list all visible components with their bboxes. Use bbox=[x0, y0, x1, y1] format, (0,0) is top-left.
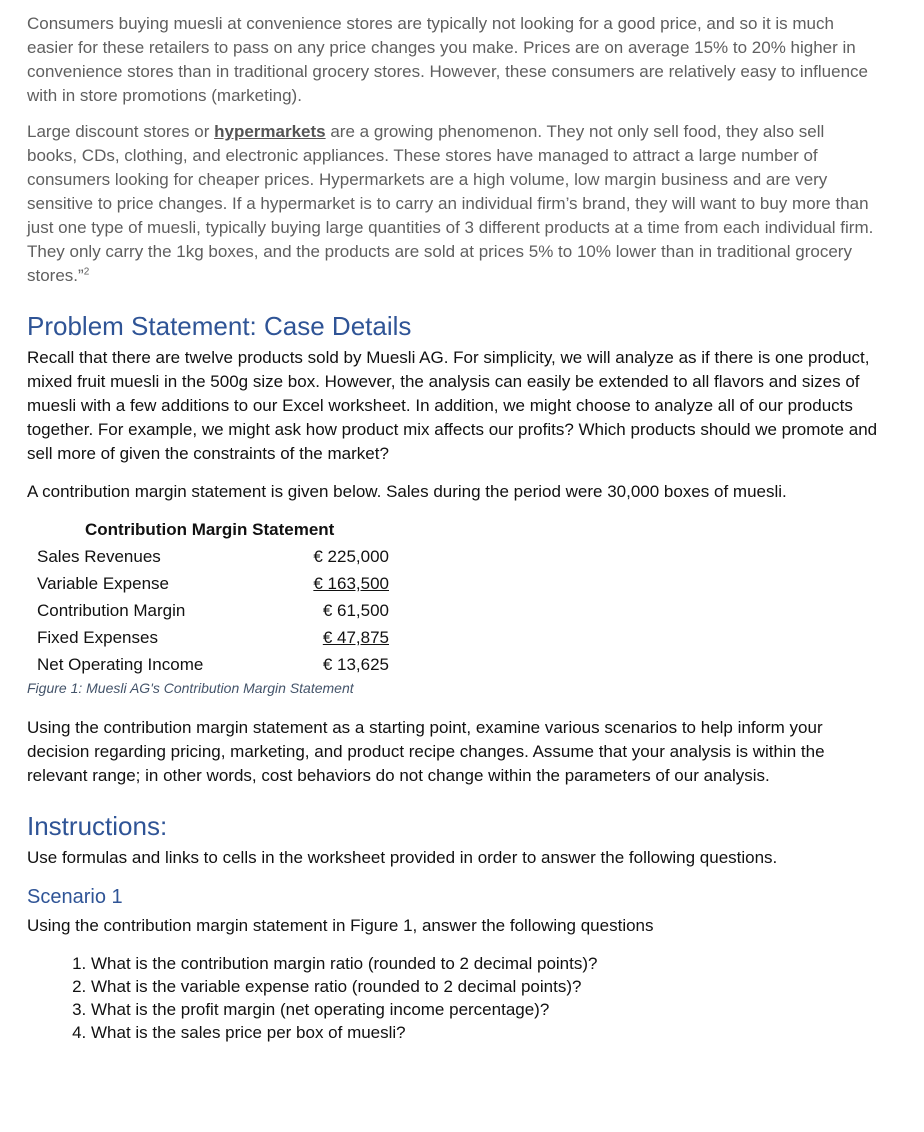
cm-label: Net Operating Income bbox=[37, 655, 204, 674]
scenarios-intro: Using the contribution margin statement as a starting point, examine various scenarios to help inform your decision regarding pricing, marketing, and product recipe changes. Assume that your analysis is within the relevant range; in other words, cost behaviors do not change within the parameters of our analysis. bbox=[27, 718, 825, 785]
table-row bbox=[31, 597, 395, 624]
cm-label: Fixed Expenses bbox=[37, 628, 158, 647]
table-row bbox=[31, 543, 395, 570]
instructions-text: Use formulas and links to cells in the worksheet provided in order to answer the following questions. bbox=[27, 848, 778, 867]
hypermarkets-link[interactable]: hypermarkets bbox=[214, 122, 326, 141]
cm-value: € 163,500 bbox=[313, 574, 389, 593]
figure-caption: Figure 1: Muesli AG's Contribution Margin Statement bbox=[27, 680, 354, 696]
convenience-paragraph: Consumers buying muesli at convenience stores are typically not looking for a good price, and so it is much easier for these retailers to pass on any price changes you make. Prices are on average 15% to 20% higher in convenience stores than in traditional grocery stores. However, these consumers are relatively easy to influence with in store promotions (marketing). bbox=[27, 14, 868, 105]
cm-value: € 47,875 bbox=[322, 628, 389, 647]
list-item: 3. What is the profit margin (net operating income percentage)? bbox=[91, 998, 879, 1021]
list-item: 2. What is the variable expense ratio (rounded to 2 decimal points)? bbox=[91, 975, 879, 998]
hypermarket-rest: are a growing phenomenon. They not only sell food, they also sell books, CDs, clothing, and electronic appliances. These stores have managed to attract a large number of consumers looking for cheaper prices. Hypermarkets are a high volume, low margin business and are very sensitive to price changes. If a hypermarket is to carry an individual firm’s brand, they will want to buy more than just one type of muesli, typically buying large quantities of 3 different products at a time from each individual firm. They only carry the 1kg boxes, and the products are sold at prices 5% to 10% lower than in traditional grocery stores.” bbox=[27, 122, 874, 285]
hypermarket-paragraph bbox=[27, 120, 879, 288]
cm-value: € 13,625 bbox=[322, 655, 389, 674]
scenario-1-intro: Using the contribution margin statement in Figure 1, answer the following questions bbox=[27, 916, 654, 935]
cm-title: Contribution Margin Statement bbox=[85, 520, 335, 539]
document-page bbox=[27, 12, 879, 1044]
cm-value: € 225,000 bbox=[313, 547, 389, 566]
cm-label: Contribution Margin bbox=[37, 601, 186, 620]
cm-value: € 61,500 bbox=[322, 601, 389, 620]
footnote-marker: 2 bbox=[83, 266, 90, 278]
statement-intro: A contribution margin statement is given below. Sales during the period were 30,000 boxes of muesli. bbox=[27, 482, 787, 501]
cm-label: Variable Expense bbox=[37, 574, 169, 593]
table-row bbox=[31, 624, 395, 651]
hypermarket-prefix: Large discount stores or bbox=[27, 122, 215, 141]
table-row bbox=[31, 651, 395, 678]
list-item: 1. What is the contribution margin ratio (rounded to 2 decimal points)? bbox=[91, 952, 879, 975]
problem-statement-heading: Problem Statement: Case Details bbox=[27, 311, 412, 341]
cm-label: Sales Revenues bbox=[37, 547, 161, 566]
instructions-heading: Instructions: bbox=[27, 811, 168, 841]
contribution-margin-statement bbox=[27, 516, 879, 698]
table-row bbox=[31, 570, 395, 597]
cm-table bbox=[31, 543, 395, 678]
problem-paragraph: Recall that there are twelve products sold by Muesli AG. For simplicity, we will analyze as if there is one product, mixed fruit muesli in the 500g size box. However, the analysis can easily be extended to all flavors and sizes of muesli with a few additions to our Excel worksheet. In addition, we might choose to analyze all of our products together. For example, we might ask how product mix affects our profits? Which products should we promote and sell more of given the constraints of the market? bbox=[27, 348, 878, 463]
scenario-1-heading: Scenario 1 bbox=[27, 886, 123, 908]
list-item: 4. What is the sales price per box of muesli? bbox=[91, 1021, 879, 1044]
question-list bbox=[27, 952, 879, 1044]
